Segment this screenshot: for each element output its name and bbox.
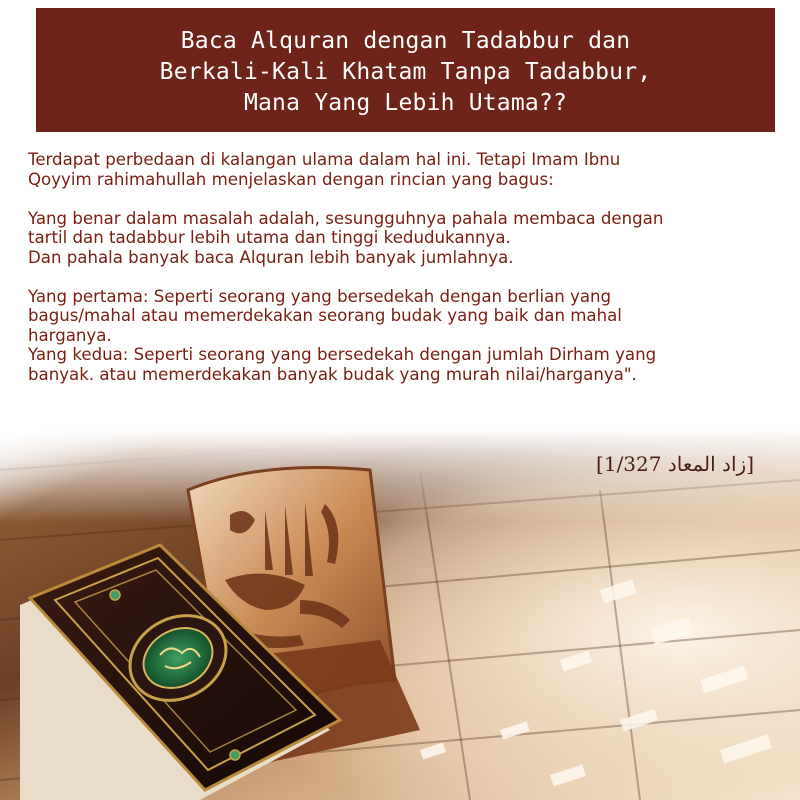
body-line: Yang pertama: Seperti seorang yang bersedekah dengan berlian yang bbox=[28, 286, 612, 306]
quran-photo bbox=[0, 430, 800, 800]
body-line: Qoyyim rahimahullah menjelaskan dengan rincian yang bagus: bbox=[28, 169, 554, 189]
body-line: harganya. bbox=[28, 325, 112, 345]
title-banner bbox=[36, 8, 775, 132]
body-line: Dan pahala banyak baca Alquran lebih banyak jumlahnya. bbox=[28, 247, 514, 267]
article-body bbox=[28, 150, 778, 384]
body-line: Yang kedua: Seperti seorang yang bersedekah dengan jumlah Dirham yang bbox=[28, 345, 657, 364]
body-line: tartil dan tadabbur lebih utama dan tinggi kedudukannya. bbox=[28, 228, 511, 247]
body-line: bagus/mahal atau memerdekakan seorang budak yang baik dan mahal bbox=[28, 306, 622, 325]
title-line-1: Baca Alquran dengan Tadabbur dan bbox=[180, 27, 631, 54]
paragraph-spacer bbox=[28, 189, 778, 209]
body-line: Terdapat perbedaan di kalangan ulama dalam hal ini. Tetapi Imam Ibnu bbox=[28, 150, 621, 169]
body-line: banyak. atau memerdekakan banyak budak yang murah nilai/harganya". bbox=[28, 364, 637, 384]
title-line-2: Berkali-Kali Khatam Tanpa Tadabbur, bbox=[159, 58, 652, 85]
title-line-3: Mana Yang Lebih Utama?? bbox=[243, 89, 568, 116]
paragraph-spacer bbox=[28, 267, 778, 287]
body-line: Yang benar dalam masalah adalah, sesungguhnya pahala membaca dengan bbox=[28, 208, 664, 228]
source-reference: [زاد المعاد 1/327] bbox=[596, 452, 754, 476]
